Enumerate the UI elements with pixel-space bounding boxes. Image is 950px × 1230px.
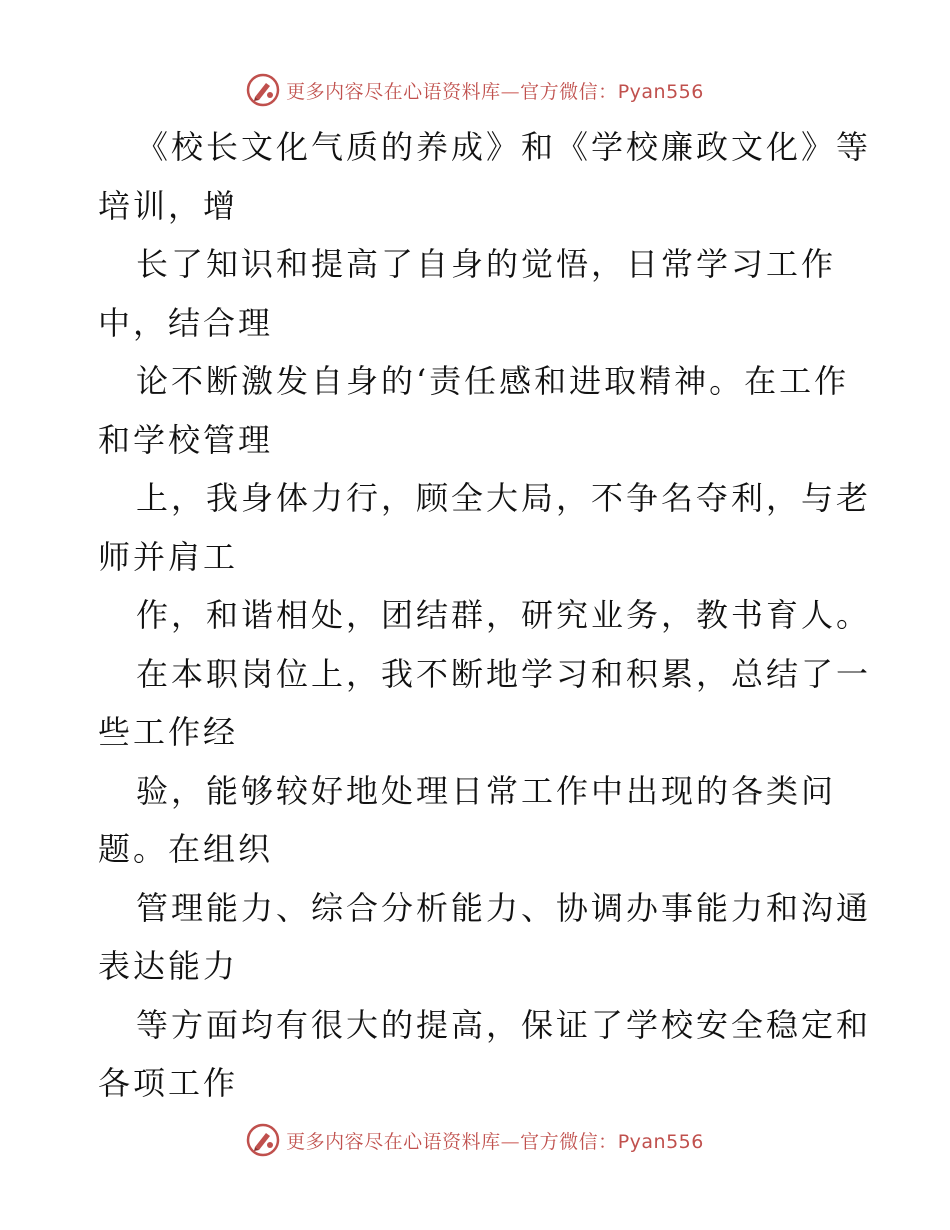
text-line: 些工作经 — [98, 713, 239, 751]
text-line: 长了知识和提高了自身的觉悟，日常学习工作 — [136, 245, 837, 283]
watermark-main: 更多内容尽在心语资料库 — [286, 80, 501, 103]
text-line: 管理能力、综合分析能力、协调办事能力和沟通 — [136, 888, 872, 927]
text-line: 作，和谐相处，团结群，研究业务，教书育人。 — [136, 596, 872, 634]
text-line: 和学校管理 — [98, 420, 274, 459]
text-line: 培训，增 — [98, 186, 239, 225]
text-line: 师并肩工 — [98, 537, 239, 576]
watermark-main: 更多内容尽在心语资料库 — [286, 1130, 501, 1153]
header-watermark — [0, 70, 950, 110]
footer-watermark — [0, 1120, 950, 1160]
watermark-account: Pyan556 — [617, 80, 704, 103]
watermark-dash: — — [500, 80, 521, 103]
watermark-text — [286, 1127, 704, 1154]
watermark-sub: 官方微信： — [520, 1130, 618, 1153]
text-line: 等方面均有很大的提高，保证了学校安全稳定和 — [136, 1005, 872, 1044]
watermark-account: Pyan556 — [617, 1130, 704, 1153]
text-line: 各项工作 — [98, 1064, 239, 1102]
text-line: 题。在组织 — [98, 830, 274, 868]
watermark-dash: — — [500, 1130, 521, 1153]
text-line: 在本职岗位上，我不断地学习和积累，总结了一 — [136, 654, 872, 693]
text-line: 上，我身体力行，顾全大局，不争名夺利，与老 — [136, 479, 872, 517]
document-body — [98, 118, 872, 1113]
text-line: 表达能力 — [98, 947, 239, 985]
text-line: 验，能够较好地处理日常工作中出现的各类问 — [136, 771, 837, 810]
text-line: 中，结合理 — [98, 303, 274, 342]
watermark-text — [286, 77, 704, 104]
pen-logo-icon — [246, 73, 280, 107]
watermark-sub: 官方微信： — [520, 80, 618, 103]
pen-logo-icon — [246, 1123, 280, 1157]
text-line: 《校长文化气质的养成》和《学校廉政文化》等 — [136, 128, 872, 166]
text-line: 论不断激发自身的‘责任感和进取精神。在工作 — [136, 362, 850, 400]
